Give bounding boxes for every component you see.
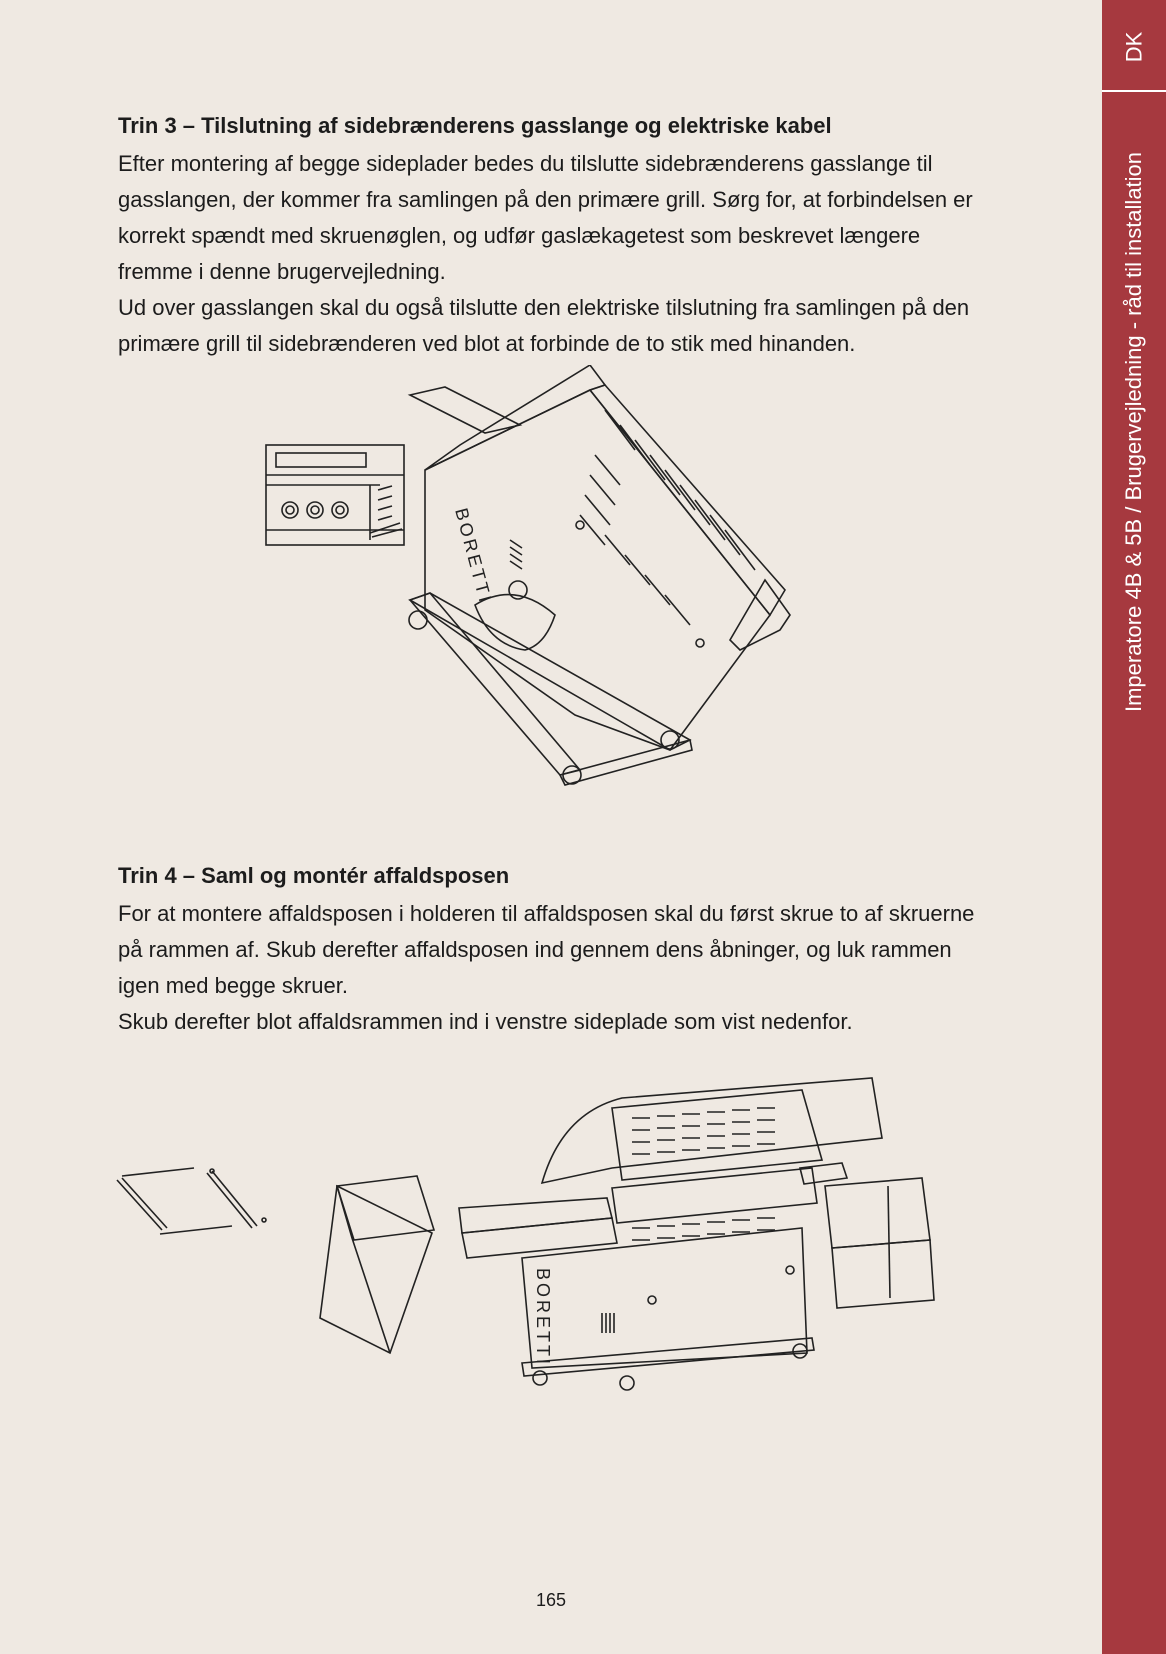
step-3-paragraph-1: Efter montering af begge sideplader bedes du tilslutte sidebrænderens gasslange til gasslangen, der kommer fra samlingen på den primære grill. Sørg for, at forbindelsen er korrekt spændt med skruenøglen, og udfør gaslækagetest som beskrevet længere fremme i denne brugervejledning.	[118, 151, 973, 284]
step-3-paragraph-2: Ud over gasslangen skal du også tilslutte den elektriske tilslutning fra samlingen på den primære grill til sidebrænderen ved blot at forbinde de to stik med hinanden.	[118, 295, 970, 356]
step-3-section	[118, 112, 998, 362]
language-label: DK	[1121, 31, 1146, 63]
step-3-heading: Trin 3 – Tilslutning af sidebrænderens gasslange og elektriske kabel	[118, 113, 832, 138]
step-3-drawing	[260, 365, 840, 835]
grill-assembled	[459, 1078, 934, 1390]
trash-frame-parts	[117, 1168, 266, 1234]
brand-logo-vertical: BORETTI	[533, 1268, 553, 1368]
grill-body	[409, 365, 790, 785]
brand-logo-rotated: BORETTI	[451, 505, 497, 607]
page-number: 165	[535, 1590, 567, 1610]
step-4-section	[118, 862, 998, 1040]
sidebar-divider	[1102, 90, 1166, 92]
step-4-heading: Trin 4 – Saml og montér affaldsposen	[118, 863, 510, 888]
step-4-illustration	[112, 1068, 992, 1438]
connector-inset	[266, 445, 404, 545]
step-3-illustration	[260, 365, 840, 835]
trash-bag	[320, 1176, 434, 1353]
manual-title: Imperatore 4B & 5B / Brugervejledning - råd til installation	[1121, 151, 1146, 713]
step-4-paragraph-2: Skub derefter blot affaldsrammen ind i venstre sideplade som vist nedenfor.	[118, 1009, 853, 1034]
language-tab	[1102, 18, 1166, 76]
step-4-paragraph-1: For at montere affaldsposen i holderen til affaldsposen skal du først skrue to af skruerne på rammen af. Skub derefter affaldsposen ind gennem dens åbninger, og luk rammen igen med begge skruer.	[118, 901, 975, 998]
side-tab	[1102, 0, 1166, 1654]
step-4-drawing	[112, 1068, 992, 1438]
